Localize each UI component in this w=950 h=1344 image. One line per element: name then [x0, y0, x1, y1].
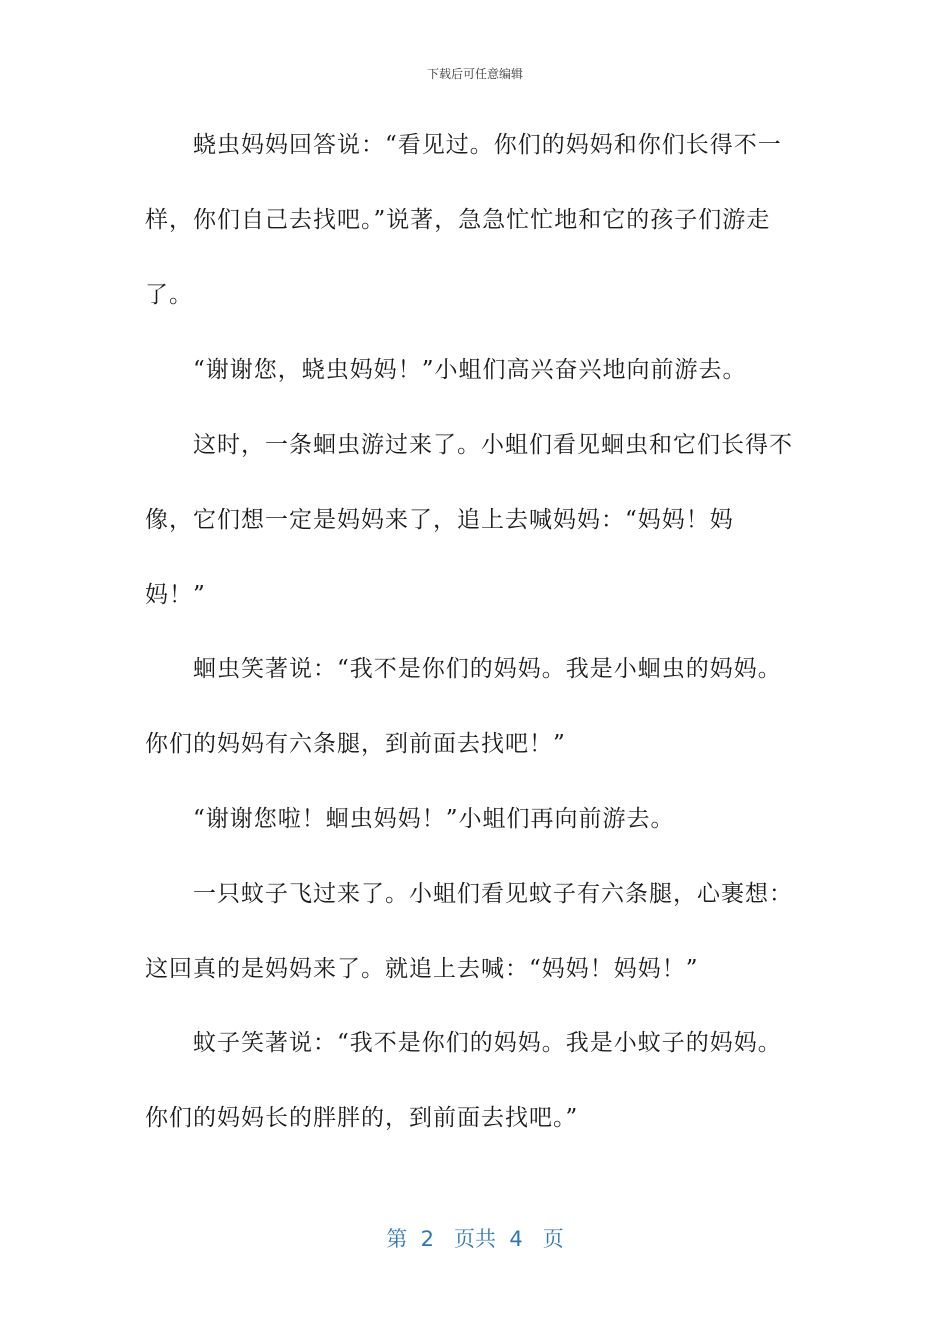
- text-line: “谢谢您啦！蛔虫妈妈！”小蛆们再向前游去。: [193, 806, 675, 832]
- text-line: “谢谢您，蛲虫妈妈！”小蛆们高兴奋兴地向前游去。: [193, 357, 747, 383]
- text-line: 你们的妈妈长的胖胖的，到前面去找吧。”: [145, 1105, 579, 1131]
- text-line: 这时，一条蛔虫游过来了。小蛆们看见蛔虫和它们长得不: [193, 432, 793, 458]
- text-line: 蚊子笑著说：“我不是你们的妈妈。我是小蚊子的妈妈。: [193, 1030, 782, 1056]
- text-line: 这回真的是妈妈来了。就追上去喊：“妈妈！妈妈！”: [145, 956, 699, 982]
- text-line: 你们的妈妈有六条腿，到前面去找吧！”: [145, 731, 566, 757]
- text-line: 蛲虫妈妈回答说：“看见过。你们的妈妈和你们长得不一: [193, 132, 782, 158]
- header-note: 下载后可任意编辑: [426, 67, 523, 81]
- text-line: 一只蚊子飞过来了。小蛆们看见蚊子有六条腿，心裹想：: [193, 881, 793, 907]
- text-line: 妈！”: [145, 582, 206, 608]
- text-line: 样，你们自己去找吧。”说著，急急忙忙地和它的孩子们游走: [145, 207, 771, 233]
- text-line: 像，它们想一定是妈妈来了，追上去喊妈妈：“妈妈！妈: [145, 507, 734, 533]
- text-line: 了。: [145, 282, 193, 308]
- text-line: 蛔虫笑著说：“我不是你们的妈妈。我是小蛔虫的妈妈。: [193, 656, 782, 682]
- page-indicator: 第 2 页共 4 页: [386, 1227, 564, 1251]
